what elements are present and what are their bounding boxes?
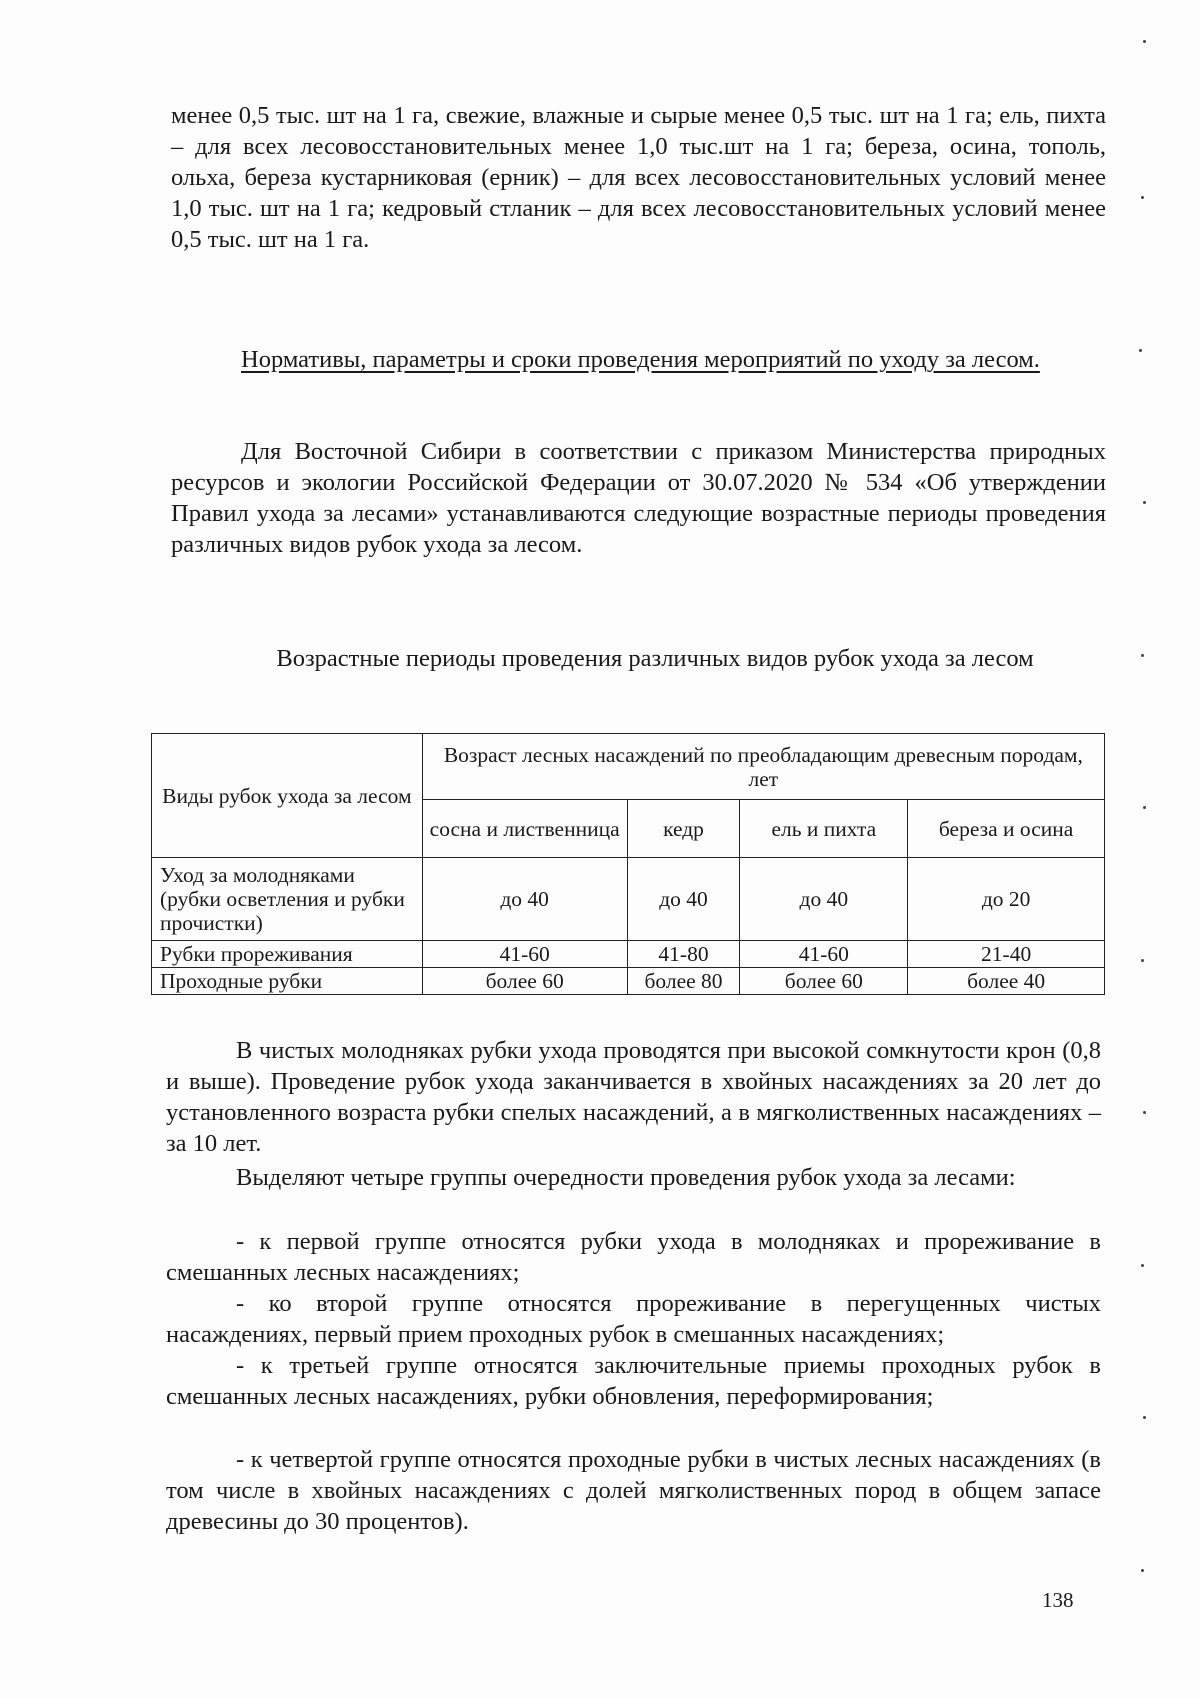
header-species: кедр (627, 800, 740, 858)
table-cell: 21-40 (908, 941, 1105, 968)
table-cell: 41-80 (627, 941, 740, 968)
page-number: 138 (1042, 1588, 1074, 1612)
row-label: Рубки прореживания (152, 941, 423, 968)
scan-speck (1143, 40, 1146, 43)
row-label: Уход за молодняками (рубки осветления и рубки прочистки) (152, 858, 423, 941)
paragraph-young-stands: В чистых молодняках рубки ухода проводятся при высокой сомкнутости крон (0,8 и выше). Проведение рубок ухода заканчивается в хвойных насаждениях за 20 лет до установленного возраста рубки спелых насаждений, а в мягколиственных насаждениях – за 10 лет. (166, 1037, 1101, 1157)
table-cell: более 80 (627, 968, 740, 995)
table-cell: более 60 (740, 968, 908, 995)
header-species: сосна и лиственница (422, 800, 627, 858)
section-heading: Нормативы, параметры и сроки проведения мероприятий по уходу за лесом. (241, 346, 1040, 373)
table-cell: до 40 (422, 858, 627, 941)
table-cell: до 40 (740, 858, 908, 941)
scan-speck (1141, 654, 1144, 657)
table-title: Возрастные периоды проведения различных видов рубок ухода за лесом (276, 645, 1034, 672)
paragraph-seedling-norms: менее 0,5 тыс. шт на 1 га, свежие, влажные и сырые менее 0,5 тыс. шт на 1 га; ель, пихта – для всех лесовосстановительных менее 1,0 тыс.шт на 1 га; береза, осина, тополь, ольха, береза кустарниковая (ерник) – для всех лесовосстановительных условий менее 1,0 тыс. шт на 1 га; кедровый стланик – для всех лесовосстановительных условий менее 0,5 тыс. шт на 1 га. (171, 102, 1106, 253)
age-periods-table (151, 733, 1105, 995)
scan-speck (1141, 1569, 1144, 1572)
scan-speck (1139, 349, 1142, 352)
table-row (152, 941, 1105, 968)
table-row (152, 968, 1105, 995)
scan-speck (1143, 1111, 1146, 1114)
list-item: - к третьей группе относятся заключительные приемы проходных рубок в смешанных лесных насаждениях, рубки обновления, переформирования; (166, 1352, 1101, 1410)
paragraph-groups-intro: Выделяют четыре группы очередности проведения рубок ухода за лесами: (236, 1164, 1016, 1191)
scan-speck (1141, 959, 1144, 962)
table-cell: более 40 (908, 968, 1105, 995)
list-item: - ко второй группе относятся прореживание в перегущенных чистых насаждениях, первый прием проходных рубок в смешанных насаждениях; (166, 1290, 1101, 1348)
table-cell: до 20 (908, 858, 1105, 941)
list-item: - к первой группе относятся рубки ухода в молодняках и прореживание в смешанных лесных насаждениях; (166, 1228, 1101, 1286)
header-cutting-types: Виды рубок ухода за лесом (152, 734, 423, 858)
list-item: - к четвертой группе относятся проходные рубки в чистых лесных насаждениях (в том числе в хвойных насаждениях с долей мягколиственных пород в общем запасе древесины до 30 процентов). (166, 1446, 1101, 1535)
table-row (152, 858, 1105, 941)
row-label: Проходные рубки (152, 968, 423, 995)
table-cell: более 60 (422, 968, 627, 995)
table-cell: до 40 (627, 858, 740, 941)
scan-speck (1141, 196, 1144, 199)
table-header-row (152, 734, 1105, 800)
paragraph-east-siberia: Для Восточной Сибири в соответствии с приказом Министерства природных ресурсов и экологии Российской Федерации от 30.07.2020 № 534 «Об утверждении Правил ухода за лесами» устанавливаются следующие возрастные периоды проведения различных видов рубок ухода за лесом. (171, 438, 1106, 558)
scan-speck (1143, 1416, 1146, 1419)
header-age-group: Возраст лесных насаждений по преобладающим древесным породам, лет (422, 734, 1104, 800)
header-species: ель и пихта (740, 800, 908, 858)
table-cell: 41-60 (422, 941, 627, 968)
table-cell: 41-60 (740, 941, 908, 968)
scan-speck (1143, 501, 1146, 504)
scan-speck (1141, 1264, 1144, 1267)
header-species: береза и осина (908, 800, 1105, 858)
scan-speck (1143, 806, 1146, 809)
